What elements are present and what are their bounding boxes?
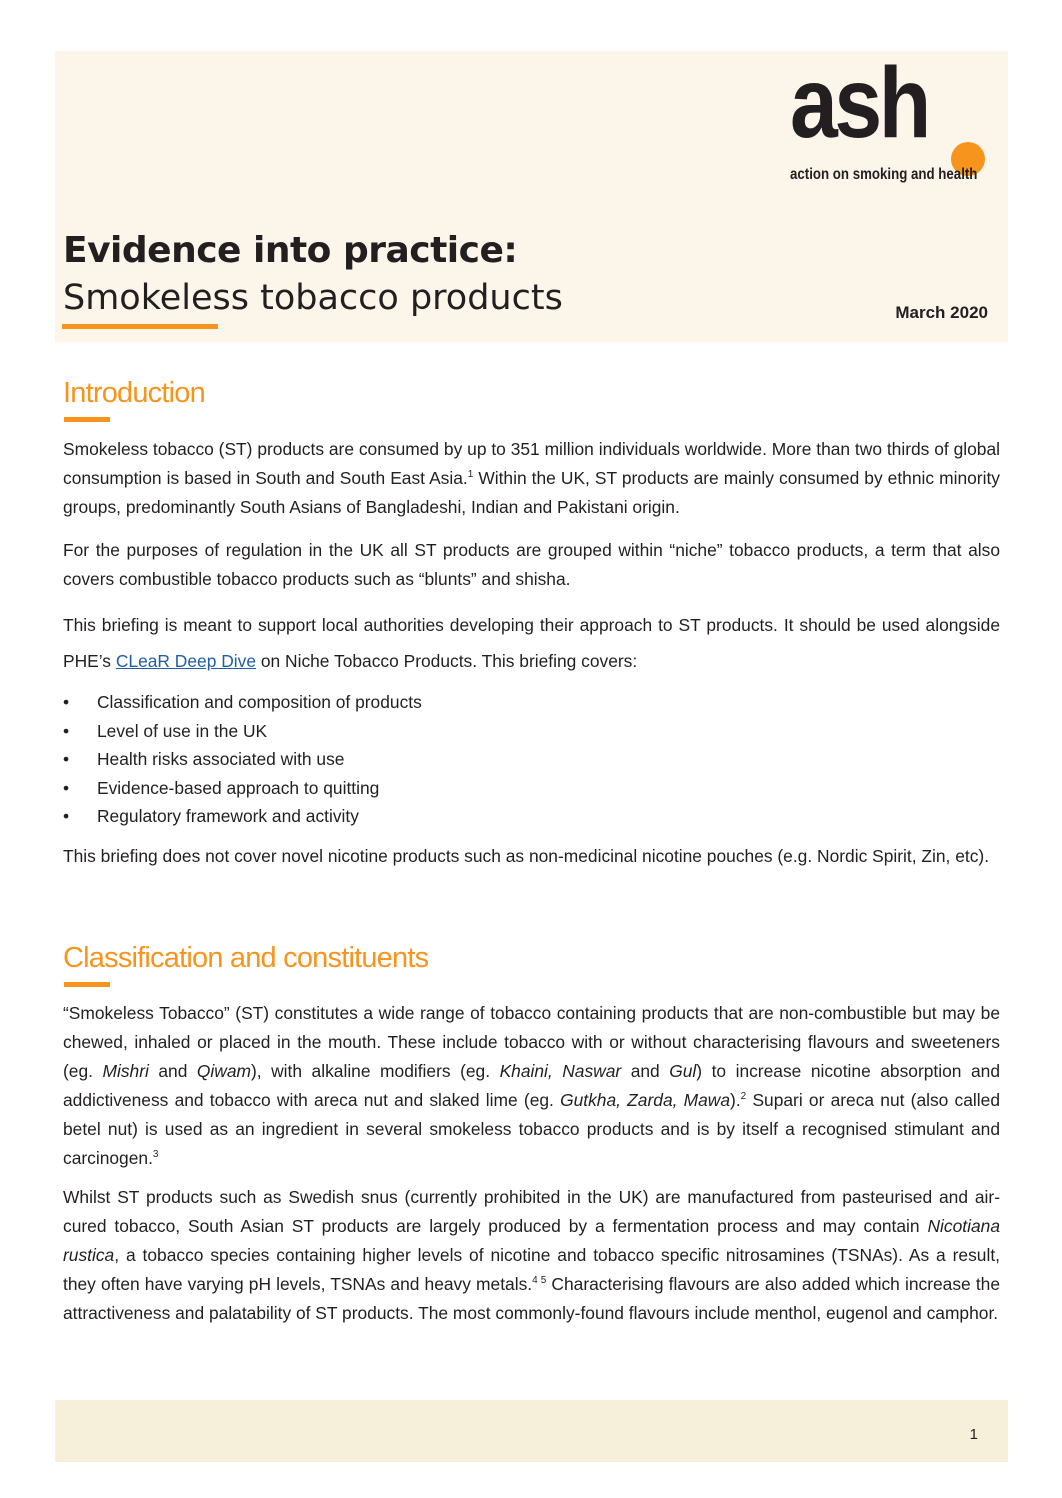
document-title: Evidence into practice:	[63, 230, 518, 271]
bullet-icon: •	[63, 806, 70, 827]
text-run: Smokeless tobacco (ST) products are consumed by up to 351 million individuals worldwide. More than two thirds of global consumption is based in South and South East Asia.	[63, 439, 1000, 488]
text-run: and	[148, 1061, 197, 1081]
footnote-ref[interactable]: 2	[740, 1091, 747, 1103]
section-rule	[64, 417, 110, 422]
list-item-text: Regulatory framework and activity	[97, 806, 359, 827]
list-item	[63, 717, 422, 746]
logo-wordmark: ash	[790, 47, 928, 159]
list-item-text: Evidence-based approach to quitting	[97, 777, 380, 798]
section-rule	[64, 982, 110, 987]
text-run: ) to increase nicotine absorption and addictiveness and tobacco with areca nut and slaked lime (eg.	[63, 1061, 1000, 1110]
bullet-icon: •	[63, 720, 70, 741]
footnote-ref[interactable]: 3	[152, 1149, 159, 1161]
classification-paragraph-2	[63, 1183, 1000, 1328]
product-name: Khaini, Naswar	[499, 1061, 622, 1081]
publication-date: March 2020	[895, 303, 988, 322]
intro-paragraph-2: For the purposes of regulation in the UK all ST products are grouped within “niche” tobacco products, a term that also covers combustible tobacco products such as “blunts” and shisha.	[63, 540, 1000, 589]
list-item	[63, 745, 422, 774]
classification-paragraph-1	[63, 999, 1000, 1173]
text-run: Whilst ST products such as Swedish snus (currently prohibited in the UK) are manufactured from pasteurised and air-cured tobacco, South Asian ST products are largely produced by a fermentation process and may contain	[63, 1187, 1000, 1236]
text-run: Within the UK, ST products are mainly consumed by ethnic minority groups, predominantly South Asians of Bangladeshi, Indian and Pakistani origin.	[63, 468, 1000, 517]
bullet-icon: •	[63, 777, 70, 798]
product-name: Qiwam	[196, 1061, 251, 1081]
ash-logo	[790, 47, 1010, 193]
text-run: on Niche Tobacco Products. This briefing covers:	[256, 651, 638, 671]
text-run: ), with alkaline modifiers (eg.	[251, 1061, 500, 1081]
bullet-icon: •	[63, 692, 70, 712]
product-name: Gul	[669, 1061, 697, 1081]
list-item-text: Classification and composition of products	[97, 692, 422, 712]
list-item	[63, 802, 422, 831]
text-run: This briefing is meant to support local authorities developing their approach to ST products. It should be used alongside PHE’s	[63, 615, 1000, 671]
briefing-covers-list	[63, 688, 422, 831]
species-name: Nicotiana rustica	[63, 1216, 1000, 1265]
logo-tagline: action on smoking and health	[790, 166, 978, 183]
text-run: Supari or areca nut (also called betel nut) is used as an ingredient in several smokeless tobacco products and is by itself a recognised stimulant and carcinogen.	[63, 1090, 1000, 1168]
intro-paragraph-4: This briefing does not cover novel nicotine products such as non-medicinal nicotine pouches (e.g. Nordic Spirit, Zin, etc).	[63, 846, 990, 866]
text-run: “Smokeless Tobacco” (ST) constitutes a wide range of tobacco containing products that are non-combustible but may be chewed, inhaled or placed in the mouth. These include tobacco with or without characterising flavours and sweeteners (eg.	[63, 1003, 1000, 1081]
text-run: , a tobacco species containing higher levels of nicotine and tobacco specific nitrosamines (TSNAs). As a result, they often have varying pH levels, TSNAs and heavy metals.	[63, 1245, 1000, 1294]
page-number: 1	[969, 1426, 978, 1443]
list-item-text: Level of use in the UK	[97, 720, 268, 741]
text-run: ).	[730, 1090, 741, 1110]
footnote-ref[interactable]: 1	[467, 469, 474, 481]
section-heading-introduction: Introduction	[63, 377, 205, 409]
list-item-text: Health risks associated with use	[97, 749, 345, 770]
intro-paragraph-1	[63, 435, 1000, 522]
product-name: Gutkha, Zarda, Mawa	[560, 1090, 731, 1110]
text-run: Characterising flavours are also added which increase the attractiveness and palatability of ST products. The most commonly-found flavours include menthol, eugenol and camphor.	[63, 1274, 1000, 1323]
list-item	[63, 688, 422, 717]
footer-band	[55, 1400, 1008, 1462]
bullet-icon: •	[63, 749, 70, 770]
title-underline	[62, 324, 218, 329]
text-run: and	[621, 1061, 670, 1081]
intro-paragraph-3	[63, 607, 1000, 679]
product-name: Mishri	[102, 1061, 149, 1081]
document-subtitle: Smokeless tobacco products	[63, 278, 563, 318]
clear-deep-dive-link[interactable]: CLeaR Deep Dive	[115, 651, 257, 671]
section-heading-classification: Classification and constituents	[63, 942, 429, 974]
list-item	[63, 774, 422, 803]
footnote-ref[interactable]: 4 5	[532, 1275, 547, 1287]
